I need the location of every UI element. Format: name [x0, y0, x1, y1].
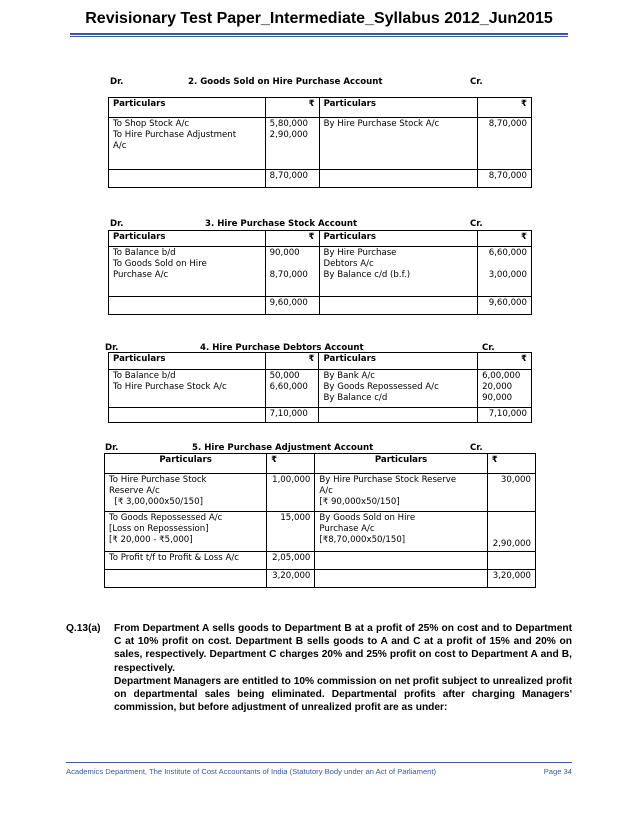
amount: 20,000 — [482, 382, 513, 392]
rupee-col: ₹ — [487, 454, 535, 474]
page-footer — [66, 767, 572, 776]
entry-line: To Goods Repossessed A/c — [109, 513, 223, 523]
total-amount: 8,70,000 — [265, 170, 319, 188]
ledger-table — [104, 453, 536, 588]
footer-rule — [66, 762, 572, 763]
entry-line: To Hire Purchase Stock A/c — [113, 382, 227, 392]
entry-line: [₹8,70,000x50/150] — [319, 535, 406, 545]
entry-line: By Hire Purchase — [323, 248, 397, 258]
footer-text: Academics Department, The Institute of Cost Accountants of India (Statutory Body under an Act of Parliament) — [66, 767, 437, 776]
entry-line: Debtors A/c — [323, 259, 374, 269]
amount: 50,000 — [269, 371, 300, 381]
rupee-col: ₹ — [267, 454, 315, 474]
entry-line: By Hire Purchase Stock A/c — [323, 119, 440, 129]
total-amount: 8,70,000 — [478, 170, 532, 188]
amount: 2,90,000 — [492, 539, 531, 549]
amount: 6,60,000 — [269, 382, 308, 392]
entry-line: By Hire Purchase Stock Reserve — [319, 475, 457, 485]
entry-line: [₹ 3,00,000x50/150] — [109, 497, 203, 507]
amount: 90,000 — [269, 248, 300, 258]
entry-line: Purchase A/c — [319, 524, 375, 534]
rupee-col: ₹ — [265, 231, 319, 247]
amount: 5,80,000 — [269, 119, 308, 129]
amount: 1,00,000 — [272, 475, 311, 485]
dr-label: Dr. — [105, 443, 119, 453]
header-rule — [70, 33, 568, 35]
account-title: 4. Hire Purchase Debtors Account — [200, 343, 364, 353]
col-particulars: Particulars — [315, 454, 487, 474]
amount: 6,00,000 — [482, 371, 521, 381]
entry-line: To Hire Purchase Adjustment — [113, 130, 237, 140]
amount: 30,000 — [500, 475, 531, 485]
entry-line: To Profit t/f to Profit & Loss A/c — [109, 553, 239, 563]
dr-label: Dr. — [110, 219, 124, 229]
entry-line: By Balance c/d — [323, 393, 388, 403]
cr-label: Cr. — [470, 77, 483, 87]
col-particulars: Particulars — [109, 98, 266, 118]
amount: 8,70,000 — [269, 270, 308, 280]
amount: 3,00,000 — [488, 270, 527, 280]
cr-label: Cr. — [470, 443, 483, 453]
entry-line: By Balance c/d (b.f.) — [323, 270, 411, 280]
entry-line: Reserve A/c — [109, 486, 160, 496]
entry-line: By Bank A/c — [323, 371, 376, 381]
amount: 90,000 — [482, 393, 513, 403]
ledger-table — [108, 97, 532, 188]
account-title: 3. Hire Purchase Stock Account — [205, 219, 358, 229]
page-number: Page 34 — [543, 767, 572, 776]
rupee-col: ₹ — [478, 231, 532, 247]
dr-label: Dr. — [105, 343, 119, 353]
amount: 15,000 — [280, 513, 311, 523]
question-paragraph: Department Managers are entitled to 10% commission on net profit subject to unrealized profit on departmental sales being eliminated. Departmental profits after charging Managers' commission, but before adjustment of unrealized profit are as under: — [114, 675, 572, 714]
account-title: 2. Goods Sold on Hire Purchase Account — [188, 77, 383, 87]
total-amount: 9,60,000 — [265, 297, 319, 315]
entry-line: To Goods Sold on Hire — [113, 259, 207, 269]
total-amount: 9,60,000 — [478, 297, 532, 315]
entry-line: Purchase A/c — [113, 270, 169, 280]
entry-line: [Loss on Repossession] — [109, 524, 209, 534]
entry-line: [₹ 20,000 - ₹5,000] — [109, 535, 193, 545]
entry-line: To Balance b/d — [113, 371, 176, 381]
page-header-title: Revisionary Test Paper_Intermediate_Syllabus 2012_Jun2015 — [85, 10, 553, 27]
entry-line: [₹ 90,000x50/150] — [319, 497, 400, 507]
col-particulars: Particulars — [319, 231, 478, 247]
question-block — [66, 622, 572, 714]
question-paragraph: From Department A sells goods to Department B at a profit of 25% on cost and to Department C at 10% profit on cost. Department B sells goods to A and C at a profit of 15% and 20% on sales, respectively. Department C charges 20% and 25% profit on cost to Department A and B, respectively. — [114, 623, 572, 674]
amount: 2,90,000 — [269, 130, 308, 140]
question-label: Q.13(a) — [66, 623, 101, 634]
account-title: 5. Hire Purchase Adjustment Account — [192, 443, 374, 453]
total-amount: 3,20,000 — [487, 570, 535, 588]
col-particulars: Particulars — [109, 231, 266, 247]
entry-line: A/c — [319, 486, 333, 496]
amount: 6,60,000 — [488, 248, 527, 258]
rupee-col: ₹ — [265, 353, 319, 370]
rupee-col: ₹ — [265, 98, 319, 118]
entry-line: To Balance b/d — [113, 248, 176, 258]
amount: 8,70,000 — [488, 119, 527, 129]
rupee-col: ₹ — [478, 98, 532, 118]
total-amount: 7,10,000 — [265, 408, 319, 423]
entry-line: To Hire Purchase Stock — [109, 475, 207, 485]
col-particulars: Particulars — [319, 98, 478, 118]
header-rule-secondary — [70, 36, 568, 37]
amount: 2,05,000 — [272, 553, 311, 563]
col-particulars: Particulars — [109, 353, 266, 370]
ledger-table — [108, 352, 532, 423]
entry-line: By Goods Sold on Hire — [319, 513, 416, 523]
col-particulars: Particulars — [105, 454, 267, 474]
total-amount: 7,10,000 — [478, 408, 532, 423]
ledger-table — [108, 230, 532, 315]
col-particulars: Particulars — [319, 353, 478, 370]
cr-label: Cr. — [470, 219, 483, 229]
cr-label: Cr. — [482, 343, 495, 353]
total-amount: 3,20,000 — [267, 570, 315, 588]
entry-line: By Goods Repossessed A/c — [323, 382, 439, 392]
dr-label: Dr. — [110, 77, 124, 87]
rupee-col: ₹ — [478, 353, 532, 370]
entry-line: A/c — [113, 141, 127, 151]
entry-line: To Shop Stock A/c — [113, 119, 190, 129]
